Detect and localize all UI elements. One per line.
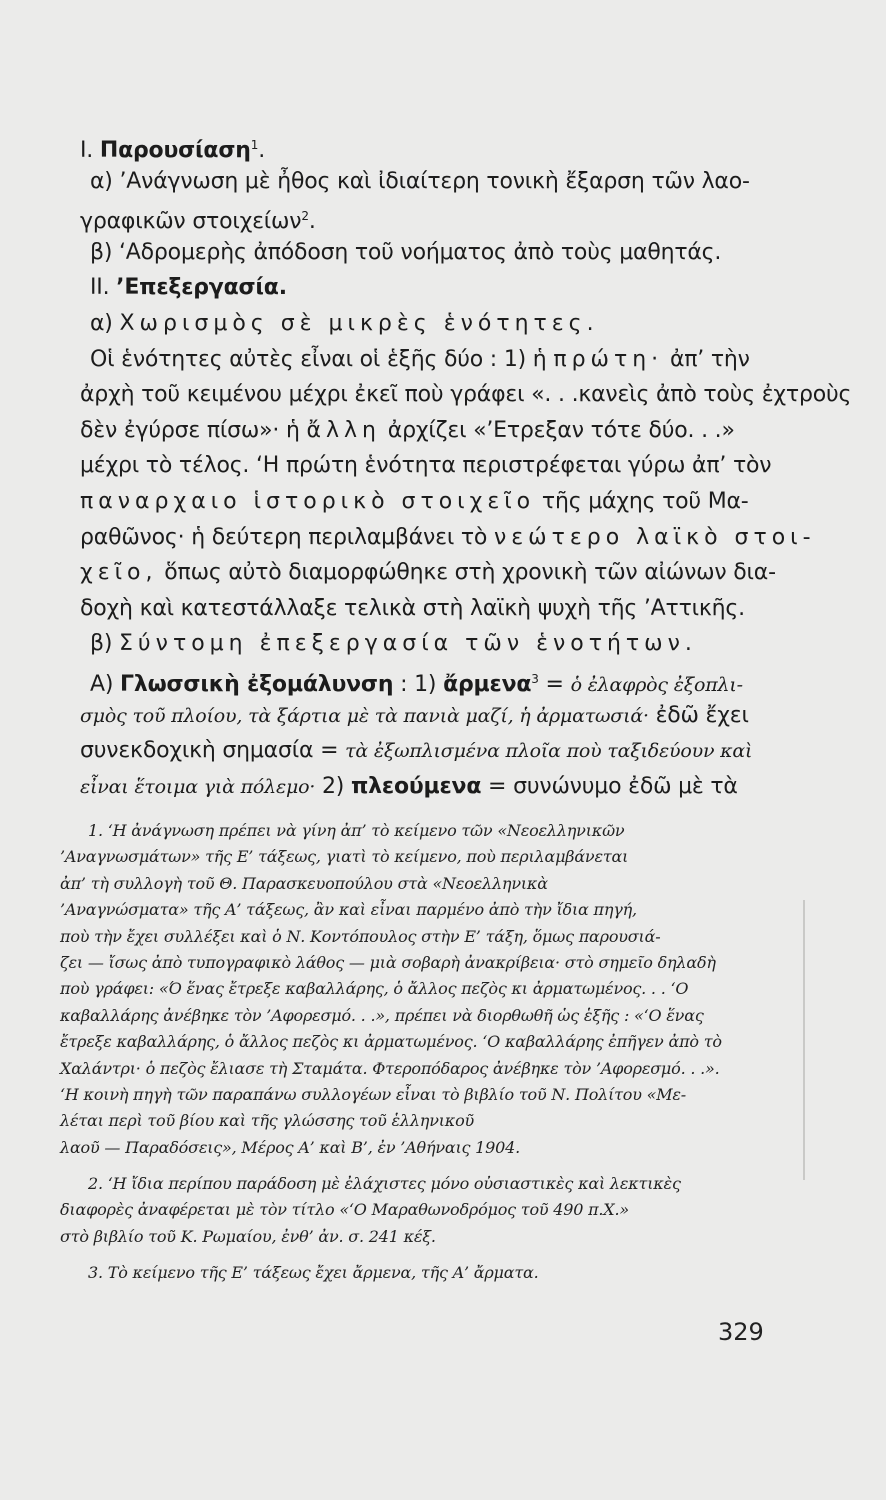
- text-span: χεῖο,: [80, 560, 158, 586]
- footnote-line: καβαλλάρης ἀνέβηκε τὸν ’Αφορεσμό. . .», πρέπει νὰ διορθωθῆ ὡς ἑξῆς : «‘Ο ἕνας: [60, 1005, 704, 1025]
- footnote-line: στὸ βιβλίο τοῦ Κ. Ρωμαίου, ἐνθ’ ἀν. σ. 241 κέξ.: [60, 1226, 436, 1246]
- text-line: [80, 591, 770, 627]
- text-span: ἀρχίζει «’Ετρεξαν τότε δύο. . .»: [381, 417, 735, 443]
- footnote-gap: [60, 1250, 772, 1260]
- text-span: : 1): [393, 671, 444, 697]
- text-line: [80, 164, 770, 200]
- text-span: α) ’Ανάγνωση μὲ ἦθος καὶ ἰδιαίτερη τονικὴ ἔξαρση τῶν λαο-: [90, 168, 750, 194]
- footnote-ref: 2: [301, 209, 309, 224]
- text-span: πρώτη·: [553, 346, 664, 372]
- text-span: ἄλλη: [306, 417, 381, 443]
- footnote-line: ἔτρεξε καβαλλάρης, ὁ ἄλλος πεζὸς κι ἀρματωμένος. ‘Ο καβαλλάρης ἐπῆγεν ἀπὸ τὸ: [60, 1032, 722, 1052]
- text-span: ὅπως αὐτὸ διαμορφώθηκε στὴ χρονικὴ τῶν αἰώνων δια-: [157, 560, 776, 586]
- text-line: [80, 484, 770, 520]
- text-line: [80, 199, 770, 235]
- text-line: [80, 342, 770, 378]
- footnote-line: ποὺ τὴν ἔχει συλλέξει καὶ ὁ Ν. Κοντόπουλος στὴν Ε’ τάξη, ὅμως παρουσιά-: [60, 926, 661, 946]
- text-span: τῆς μάχης τοῦ Μα-: [535, 488, 749, 514]
- text-span: .: [308, 209, 316, 235]
- text-line: [80, 128, 770, 164]
- footnote-ref: 3: [531, 671, 539, 686]
- text-line: [80, 413, 770, 449]
- footnote-line: ἀπ’ τὴ συλλογὴ τοῦ Θ. Παρασκευοπούλου στὰ «Νεοελληνικὰ: [60, 873, 548, 893]
- text-line: [80, 626, 770, 662]
- footnote-line: ζει — ἴσως ἀπὸ τυπογραφικὸ λάθος — μιὰ σοβαρὴ ἀνακρίβεια· στὸ σημεῖο δηλαδὴ: [60, 952, 716, 972]
- text-span: ἄρμενα: [443, 671, 532, 697]
- footnote-line: ’Αναγνωσμάτων» τῆς Ε’ τάξεως, γιατὶ τὸ κείμενο, ποὺ περιλαμβάνεται: [60, 847, 629, 867]
- text-span: Χωρισμὸς σὲ μικρὲς ἑνότητες.: [119, 310, 599, 336]
- margin-rule: [803, 900, 805, 1180]
- text-line: [80, 306, 770, 342]
- footnote-line: λέται περὶ τοῦ βίου καὶ τῆς γλώσσης τοῦ ἑλληνικοῦ: [60, 1111, 475, 1131]
- text-span: σμὸς τοῦ πλοίου, τὰ ξάρτια μὲ τὰ πανιὰ μαζί, ἡ ἀρματωσιά·: [80, 704, 649, 727]
- footnote-line: ποὺ γράφει: «Ό ἕνας ἔτρεξε καβαλλάρης, ὁ ἄλλος πεζὸς κι ἀρματωμένος. . . ‘Ο: [60, 979, 689, 999]
- footnote-line: 1. ‘Η ἀνάγνωση πρέπει νὰ γίνη ἀπ’ τὸ κείμενο τῶν «Νεοελληνικῶν: [88, 821, 625, 840]
- text-span: .: [258, 138, 265, 163]
- text-span: δὲν ἐγύρσε πίσω»· ἡ: [80, 417, 307, 443]
- text-line: [80, 555, 776, 591]
- text-span: ΙΙ.: [90, 275, 117, 301]
- text-span: = συνώνυμο ἐδῶ μὲ τὰ: [481, 773, 738, 799]
- footnote-line: 2. ‘Η ἴδια περίπου παράδοση μὲ ἐλάχιστες μόνο οὐσιαστικὲς καὶ λεκτικὲς: [88, 1174, 681, 1194]
- footnote-line: 3. Τὸ κείμενο τῆς Ε’ τάξεως ἔχει ἄρμενα, τῆς Α’ ἄρματα.: [88, 1263, 539, 1283]
- footnote-gap: [60, 1161, 772, 1171]
- text-line: [80, 377, 852, 413]
- text-line: [80, 270, 770, 306]
- text-span: ἀπ’ τὴν: [663, 346, 750, 372]
- text-span: δοχὴ καὶ κατεστάλλαξε τελικὰ στὴ λαϊκὴ ψυχὴ τῆς ’Αττικῆς.: [80, 595, 745, 621]
- text-span: γραφικῶν στοιχείων: [80, 209, 302, 235]
- text-span: ἐδῶ ἔχει: [648, 702, 749, 728]
- text-span: Σύντομη ἐπεξεργασία τῶν ἑνοτήτων.: [119, 631, 697, 657]
- text-span: συνεκδοχικὴ σημασία =: [80, 738, 346, 764]
- text-span: νεώτερο λαϊκὸ στοι-: [493, 524, 816, 550]
- footnote-line: λαοῦ — Παραδόσεις», Μέρος Α’ καὶ Β’, ἐν ’Αθήναις 1904.: [60, 1137, 520, 1157]
- text-span: ραθῶνος· ἡ δεύτερη περιλαμβάνει τὸ: [80, 524, 494, 550]
- text-span: παναρχαιο ἱστορικὸ στοιχεῖο: [80, 488, 536, 514]
- text-line: [80, 698, 770, 734]
- text-span: =: [538, 671, 571, 697]
- text-span: Γλωσσικὴ ἐξομάλυνση: [120, 671, 394, 697]
- text-span: α): [90, 310, 120, 336]
- text-span: πλεούμενα: [350, 773, 482, 799]
- text-line: [80, 235, 770, 271]
- text-span: Α): [90, 671, 121, 697]
- text-span: β) ‘Αδρομερὴς ἀπόδοση τοῦ νοήματος ἀπὸ τοὺς μαθητάς.: [90, 239, 722, 265]
- text-span: μέχρι τὸ τέλος. ‘Η πρώτη ἑνότητα περιστρέφεται γύρω ἀπ’ τὸν: [80, 453, 772, 479]
- text-span: β): [90, 631, 120, 657]
- text-line: [80, 448, 770, 484]
- text-span: τὰ ἐξωπλισμένα πλοῖα ποὺ ταξιδεύουν καὶ: [345, 740, 753, 763]
- text-span: εἶναι ἕτοιμα γιὰ πόλεμο·: [80, 775, 316, 798]
- text-span: ὁ ἐλαφρὸς ἐξοπλι-: [570, 673, 743, 696]
- page-number: 329: [718, 1318, 764, 1346]
- text-line: [80, 662, 770, 698]
- text-span: ’Επεξεργασία.: [116, 275, 287, 301]
- text-span: Οἱ ἑνότητες αὐτὲς εἶναι οἱ ἑξῆς δύο : 1) ἡ: [90, 346, 554, 372]
- text-line: [80, 769, 770, 805]
- text-span: Παρουσίαση: [99, 138, 251, 163]
- text-span: 2): [315, 773, 351, 799]
- text-line: [80, 733, 770, 769]
- main-text: [80, 128, 852, 804]
- text-span: Ι.: [80, 138, 100, 163]
- text-line: [80, 520, 816, 556]
- text-span: ἀρχὴ τοῦ κειμένου μέχρι ἐκεῖ ποὺ γράφει «. . .κανεὶς ἀπὸ τοὺς ἐχτροὺς: [80, 382, 852, 408]
- footnote-line: Χαλάντρι· ὁ πεζὸς ἔλιασε τὴ Σταμάτα. Φτεροπόδαρος ἀνέβηκε τὸν ’Αφορεσμό. . .».: [60, 1058, 720, 1078]
- footnotes: [60, 818, 772, 1287]
- footnote-line: ’Αναγνώσματα» τῆς Α’ τάξεως, ἂν καὶ εἶναι παρμένο ἀπὸ τὴν ἴδια πηγή,: [60, 900, 637, 920]
- footnote-line: ‘Η κοινὴ πηγὴ τῶν παραπάνω συλλογέων εἶναι τὸ βιβλίο τοῦ Ν. Πολίτου «Με-: [60, 1084, 687, 1104]
- footnote-ref: 1: [250, 138, 259, 152]
- footnote-line: διαφορὲς ἀναφέρεται μὲ τὸν τίτλο «‘Ο Μαραθωνοδρόμος τοῦ 490 π.Χ.»: [60, 1200, 629, 1220]
